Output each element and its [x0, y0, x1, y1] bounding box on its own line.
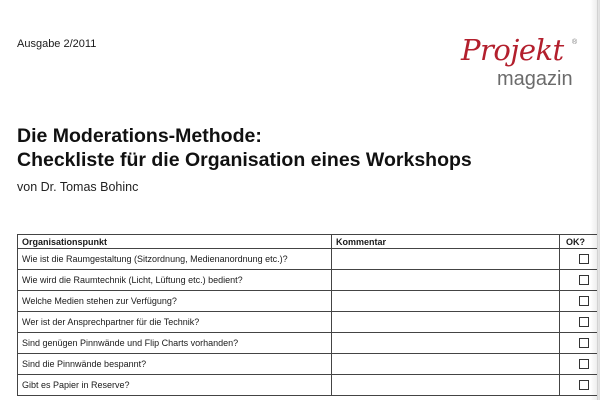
ok-checkbox[interactable]: [579, 338, 589, 348]
row-comment[interactable]: [332, 249, 560, 270]
projekt-magazin-logo: [455, 34, 585, 98]
row-item: Wer ist der Ansprechpartner für die Technik?: [18, 312, 332, 333]
row-comment[interactable]: [332, 270, 560, 291]
row-comment[interactable]: [332, 333, 560, 354]
logo-registered-mark: ®: [572, 39, 578, 46]
row-comment[interactable]: [332, 291, 560, 312]
logo-projekt-text: Projekt: [461, 33, 564, 67]
row-comment[interactable]: [332, 312, 560, 333]
row-comment[interactable]: [332, 375, 560, 396]
header-kommentar: Kommentar: [332, 235, 560, 249]
checklist-table: [17, 234, 598, 396]
table-row: [18, 333, 598, 354]
ok-checkbox[interactable]: [579, 275, 589, 285]
row-item: Wie wird die Raumtechnik (Licht, Lüftung etc.) bedient?: [18, 270, 332, 291]
row-item: Sind die Pinnwände bespannt?: [18, 354, 332, 375]
row-item: Gibt es Papier in Reserve?: [18, 375, 332, 396]
header-organisationspunkt: Organisationspunkt: [18, 235, 332, 249]
table-row: [18, 270, 598, 291]
ok-checkbox[interactable]: [579, 359, 589, 369]
page-edge-shadow: [590, 0, 600, 400]
table-row: [18, 249, 598, 270]
issue-label: Ausgabe 2/2011: [17, 38, 97, 50]
row-item: Sind genügen Pinnwände und Flip Charts vorhanden?: [18, 333, 332, 354]
table-row: [18, 291, 598, 312]
ok-checkbox[interactable]: [579, 254, 589, 264]
table-header-row: [18, 235, 598, 249]
table-row: [18, 312, 598, 333]
ok-checkbox[interactable]: [579, 296, 589, 306]
page-edge-line: [597, 0, 598, 400]
title-line-2: Checkliste für die Organisation eines Workshops: [17, 149, 472, 171]
row-item: Welche Medien stehen zur Verfügung?: [18, 291, 332, 312]
title-line-1: Die Moderations-Methode:: [17, 125, 262, 147]
author-line: von Dr. Tomas Bohinc: [17, 180, 139, 194]
table-row: [18, 375, 598, 396]
logo-magazin-text: magazin: [497, 68, 573, 90]
row-comment[interactable]: [332, 354, 560, 375]
ok-checkbox[interactable]: [579, 380, 589, 390]
header-ok: OK?: [560, 235, 598, 249]
ok-checkbox[interactable]: [579, 317, 589, 327]
table-row: [18, 354, 598, 375]
row-item: Wie ist die Raumgestaltung (Sitzordnung, Medienanordnung etc.)?: [18, 249, 332, 270]
document-title: [17, 124, 472, 172]
